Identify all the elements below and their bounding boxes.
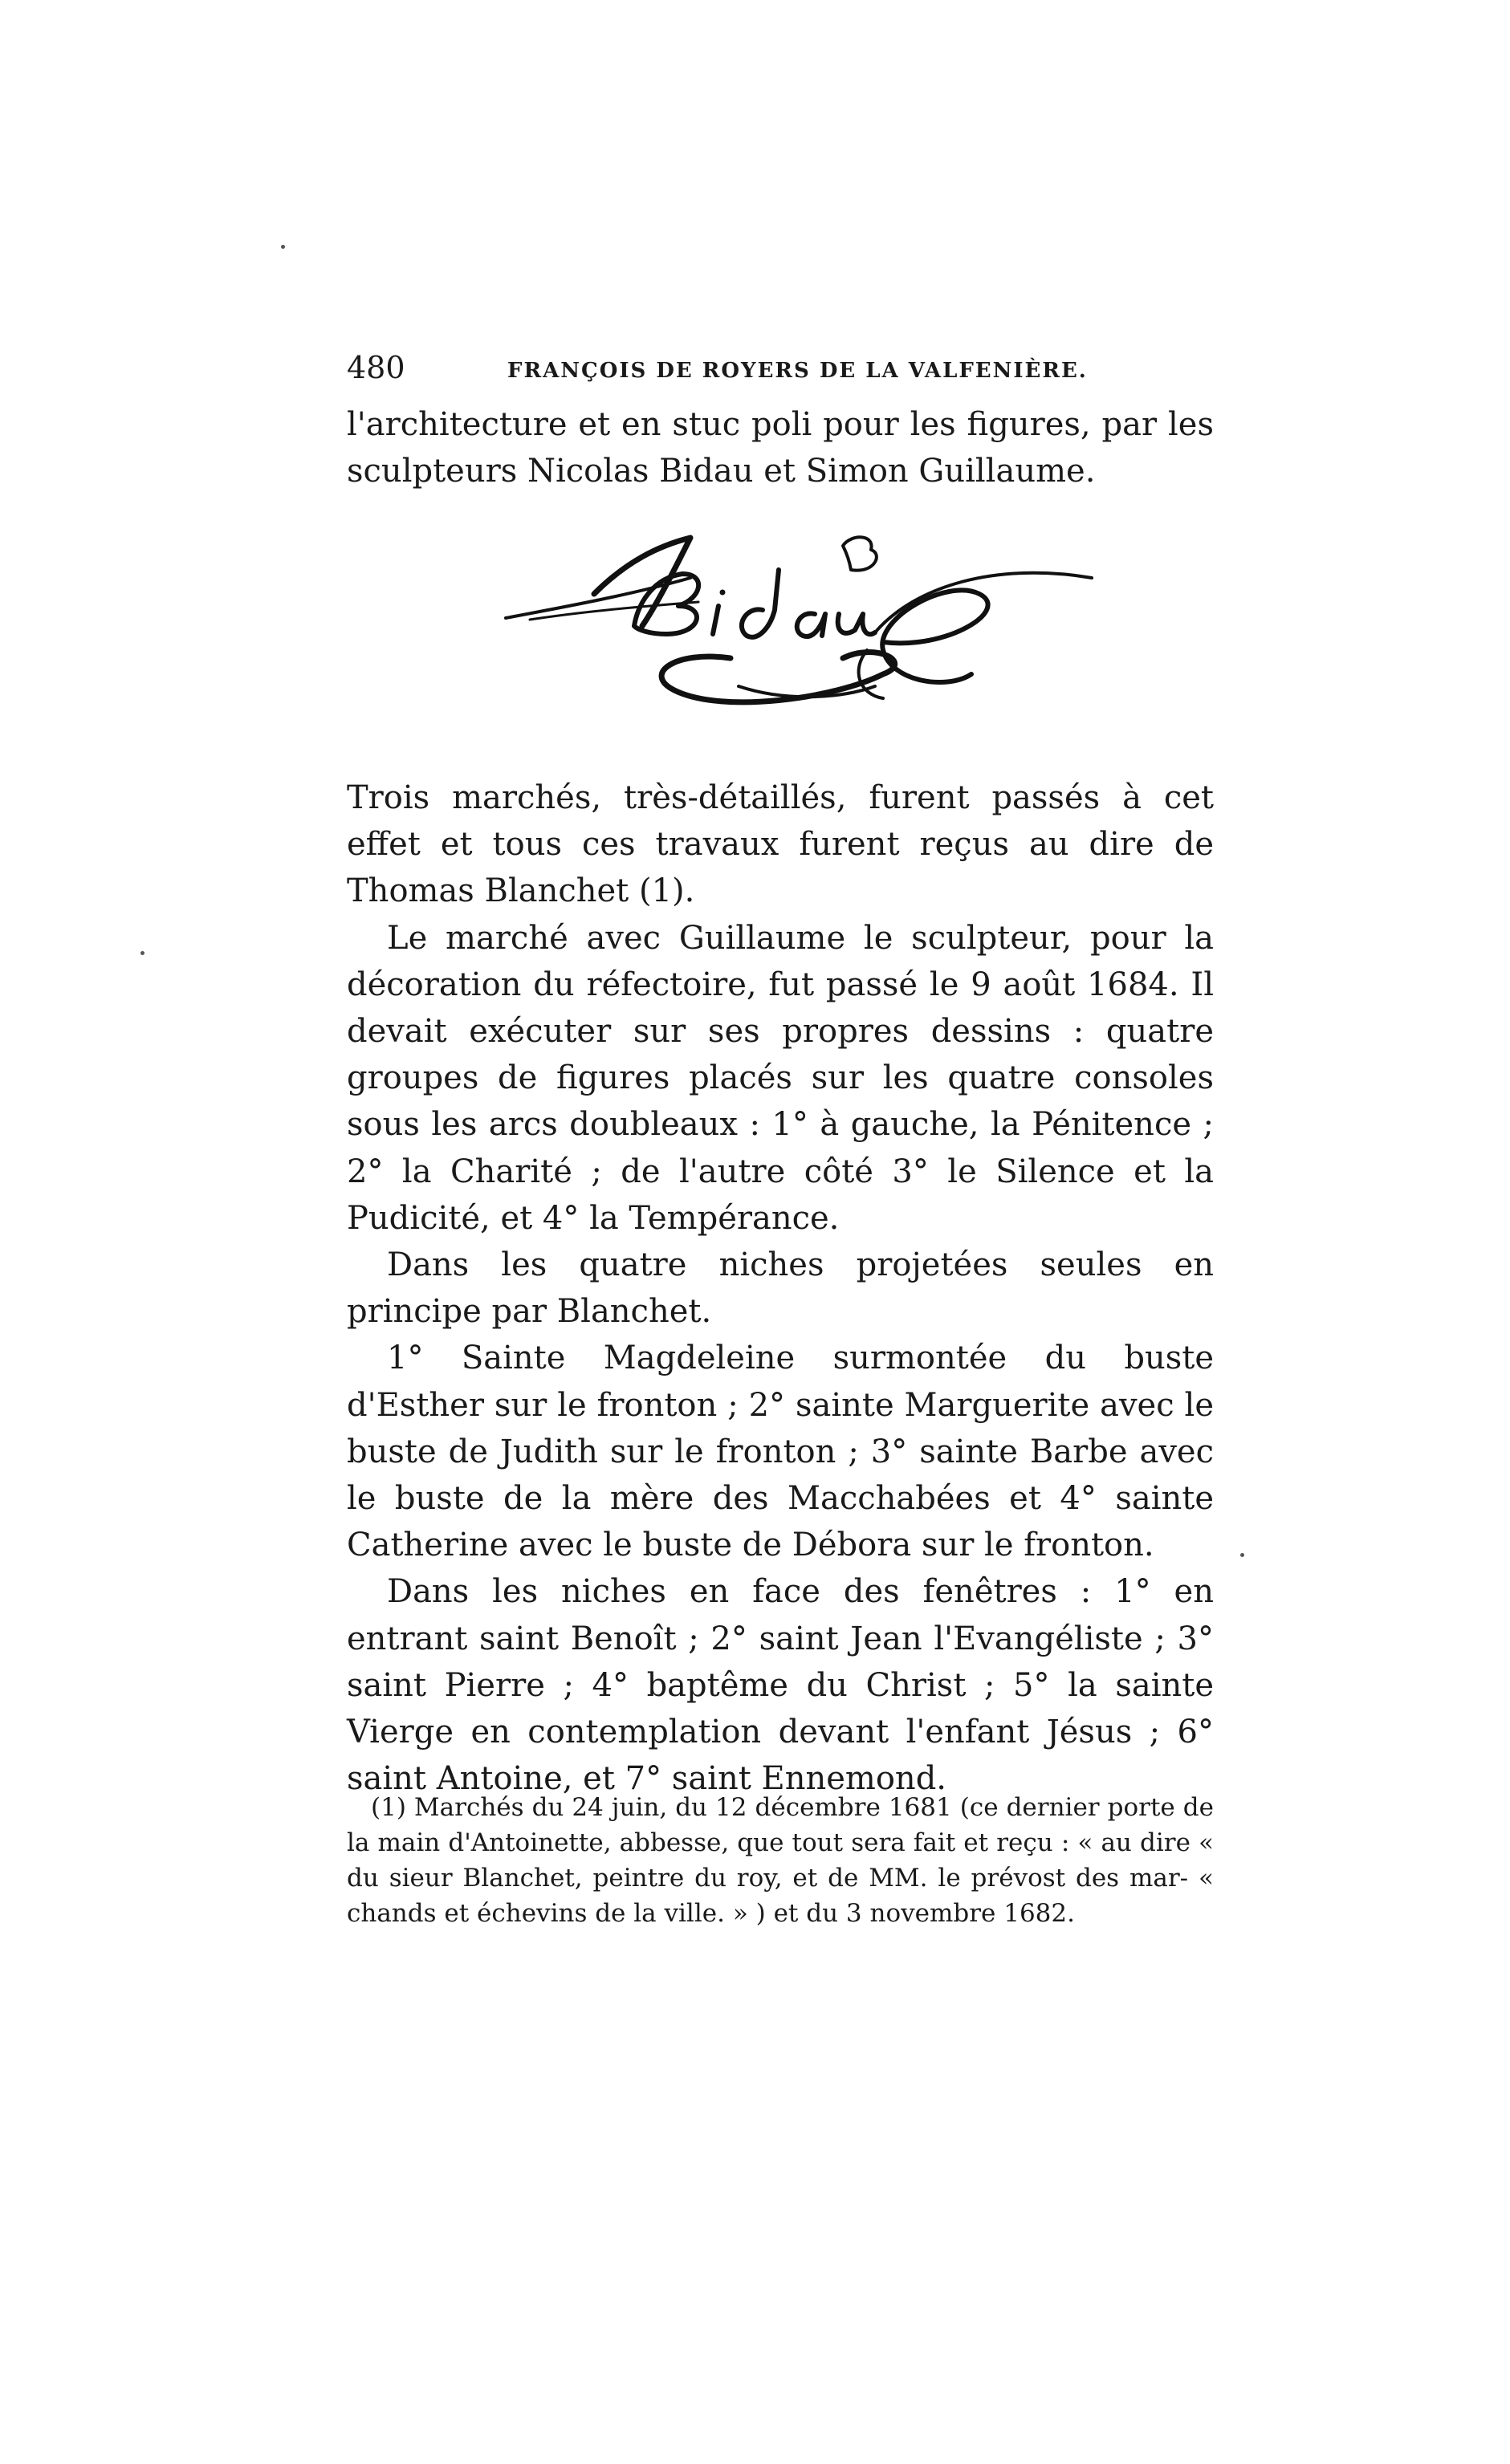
- intro-paragraph: l'architecture et en stuc poli pour les figures, par les sculpteurs Nicolas Bidau et Simon Guillaume.: [347, 406, 1214, 490]
- footnote-text: (1) Marchés du 24 juin, du 12 décembre 1681 (ce dernier porte de la main d'Antoinette, abbesse, que tout sera fait et reçu : « au dire « du sieur Blanchet, peintre du roy, et de MM. le prévost des mar- « chands et échevins de la ville. » ) et du 3 novembre 1682.: [347, 1793, 1214, 1928]
- paragraph-1: Trois marchés, très-détaillés, furent passés à cet effet et tous ces travaux furent reçus au dire de Thomas Blanchet (1).: [347, 779, 1214, 910]
- paragraph-2: Le marché avec Guillaume le sculpteur, pour la décoration du réfectoire, fut passé le 9 août 1684. Il devait exécuter sur ses propres dessins : quatre groupes de figures placés sur les quatre consoles sous les arcs doubleaux : 1° à gauche, la Pénitence ; 2° la Charité ; de l'autre côté 3° le Silence et la Pudicité, et 4° la Tempérance.: [347, 919, 1214, 1237]
- paper-speck: [140, 951, 144, 955]
- signature-image: [498, 530, 1108, 746]
- paragraph-4: 1° Sainte Magdeleine surmontée du buste d'Esther sur le fronton ; 2° sainte Marguerite avec le buste de Judith sur le fronton ; 3° sainte Barbe avec le buste de la mère des Macchabées et 4° sainte Catherine avec le buste de Débora sur le fronton.: [347, 1340, 1214, 1564]
- paragraph-5: Dans les niches en face des fenêtres : 1° en entrant saint Benoît ; 2° saint Jean l'Evangéliste ; 3° saint Pierre ; 4° baptême du Christ ; 5° la sainte Vierge en contemplation devant l'enfant Jésus ; 6° saint Antoine, et 7° saint Ennemond.: [347, 1573, 1214, 1798]
- footnote: [347, 1790, 1214, 1931]
- paper-speck: [281, 245, 285, 249]
- running-title: FRANÇOIS DE ROYERS DE LA VALFENIÈRE.: [507, 359, 1088, 383]
- page-header: [347, 344, 1214, 392]
- intro-text: [347, 401, 1214, 494]
- paragraph-3: Dans les quatre niches projetées seules en principe par Blanchet.: [347, 1246, 1214, 1331]
- main-text: [347, 775, 1214, 1802]
- page-number: 480: [347, 350, 405, 385]
- paper-speck: [1240, 1553, 1244, 1557]
